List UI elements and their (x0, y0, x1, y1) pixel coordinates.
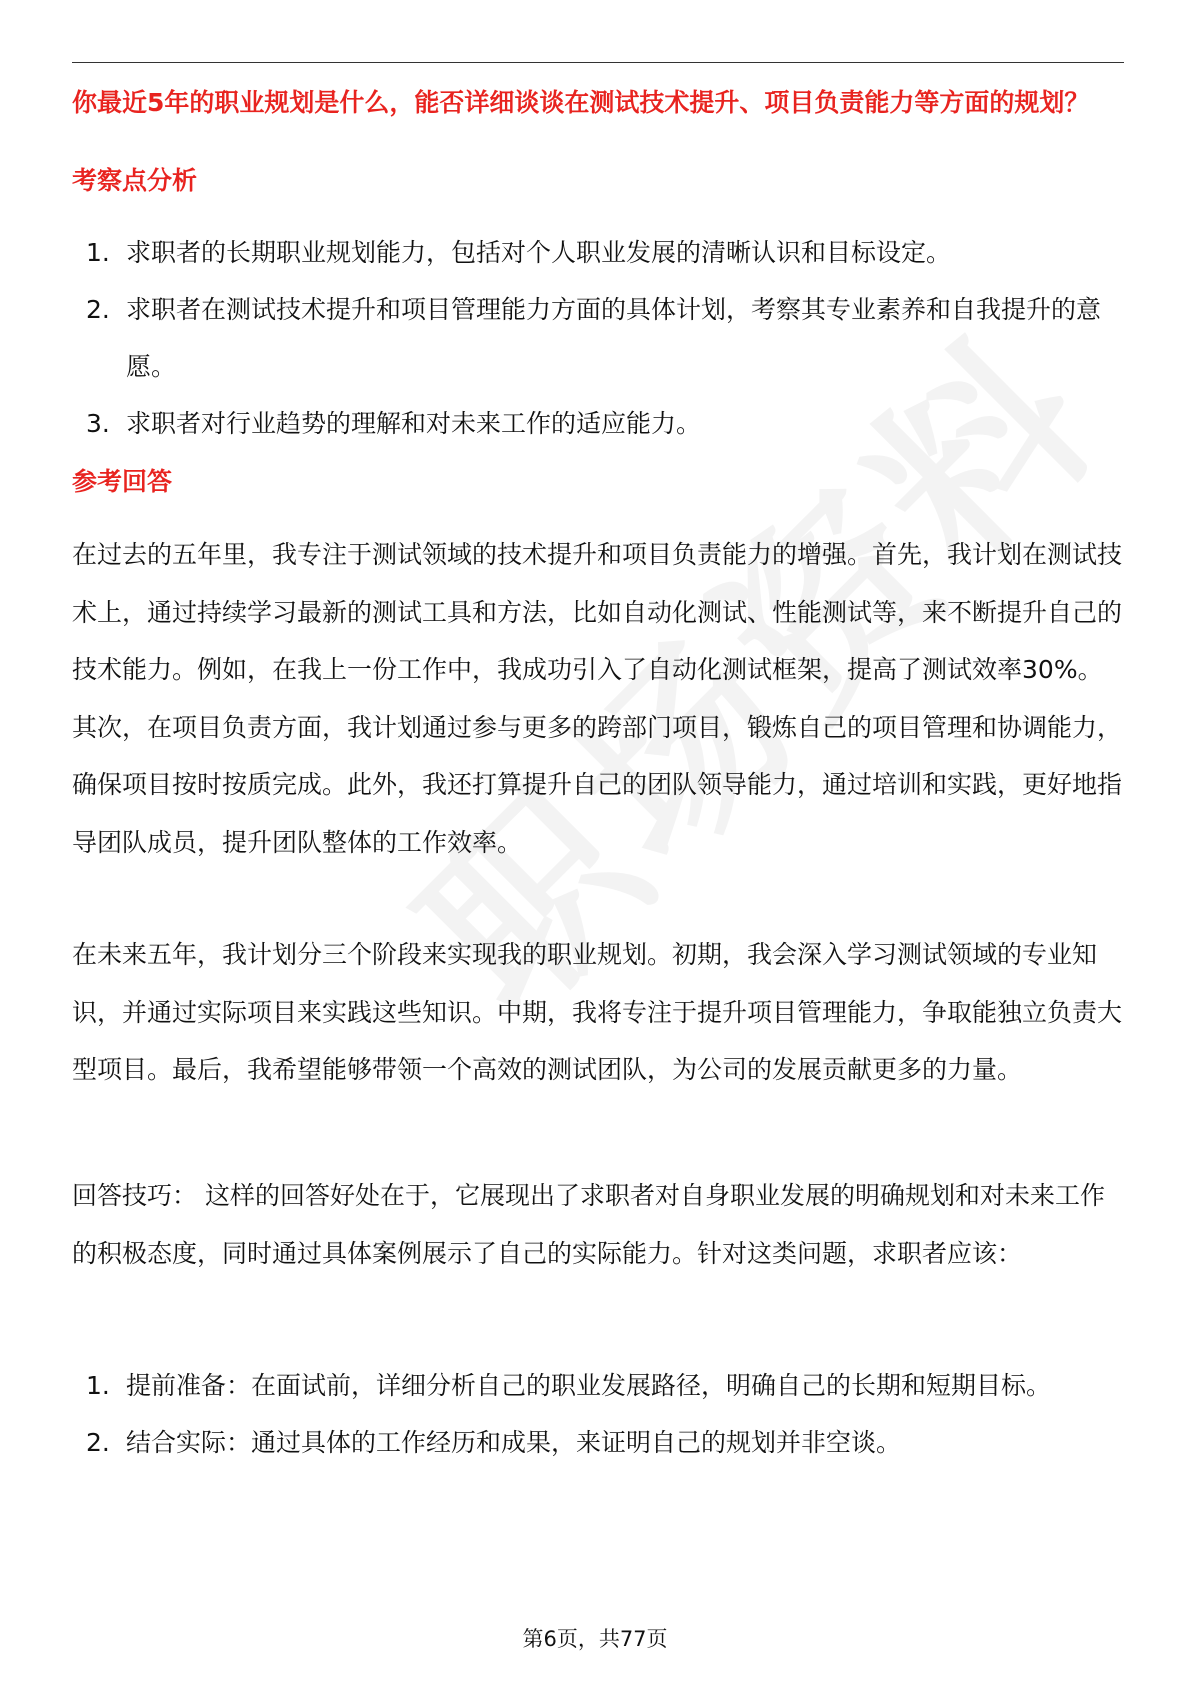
list-number: 3. (86, 409, 110, 438)
top-divider (72, 62, 1124, 63)
tips-list (72, 1357, 1132, 1471)
analysis-list (72, 224, 1132, 452)
question-title: 你最近5年的职业规划是什么，能否详细谈谈在测试技术提升、项目负责能力等方面的规划？ (72, 88, 1090, 117)
list-text: 求职者在测试技术提升和项目管理能力方面的具体计划，考察其专业素养和自我提升的意愿。 (126, 295, 1102, 381)
list-number: 2. (86, 295, 110, 324)
answer-paragraph-1: 在过去的五年里，我专注于测试领域的技术提升和项目负责能力的增强。首先，我计划在测试技术上，通过持续学习最新的测试工具和方法，比如自动化测试、性能测试等，来不断提升自己的技术能力。例如，在我上一份工作中，我成功引入了自动化测试框架，提高了测试效率30%。其次，在项目负责方面，我计划通过参与更多的跨部门项目，锻炼自己的项目管理和协调能力，确保项目按时按质完成。此外，我还打算提升自己的团队领导能力，通过培训和实践，更好地指导团队成员，提升团队整体的工作效率。 (72, 540, 1123, 857)
list-item (72, 224, 1132, 281)
answer-paragraph-2: 在未来五年，我计划分三个阶段来实现我的职业规划。初期，我会深入学习测试领域的专业知识，并通过实际项目来实践这些知识。中期，我将专注于提升项目管理能力，争取能独立负责大型项目。最后，我希望能够带领一个高效的测试团队，为公司的发展贡献更多的力量。 (72, 940, 1123, 1084)
list-item (72, 1357, 1132, 1414)
list-item (72, 1414, 1132, 1471)
list-text: 结合实际：通过具体的工作经历和成果，来证明自己的规划并非空谈。 (126, 1428, 902, 1457)
page-footer: 第6页，共77页 (522, 1627, 668, 1651)
list-text: 求职者对行业趋势的理解和对未来工作的适应能力。 (126, 409, 702, 438)
list-number: 2. (86, 1428, 110, 1457)
answer-heading: 参考回答 (72, 467, 173, 496)
list-number: 1. (86, 1371, 110, 1400)
analysis-heading: 考察点分析 (72, 166, 198, 195)
list-number: 1. (86, 238, 110, 267)
list-item (72, 281, 1132, 395)
list-text: 求职者的长期职业规划能力，包括对个人职业发展的清晰认识和目标设定。 (126, 238, 952, 267)
list-text: 提前准备：在面试前，详细分析自己的职业发展路径，明确自己的长期和短期目标。 (126, 1371, 1052, 1400)
answer-tips-paragraph: 回答技巧： 这样的回答好处在于，它展现出了求职者对自身职业发展的明确规划和对未来工作的积极态度，同时通过具体案例展示了自己的实际能力。针对这类问题，求职者应该： (72, 1181, 1105, 1268)
list-item (72, 395, 1132, 452)
